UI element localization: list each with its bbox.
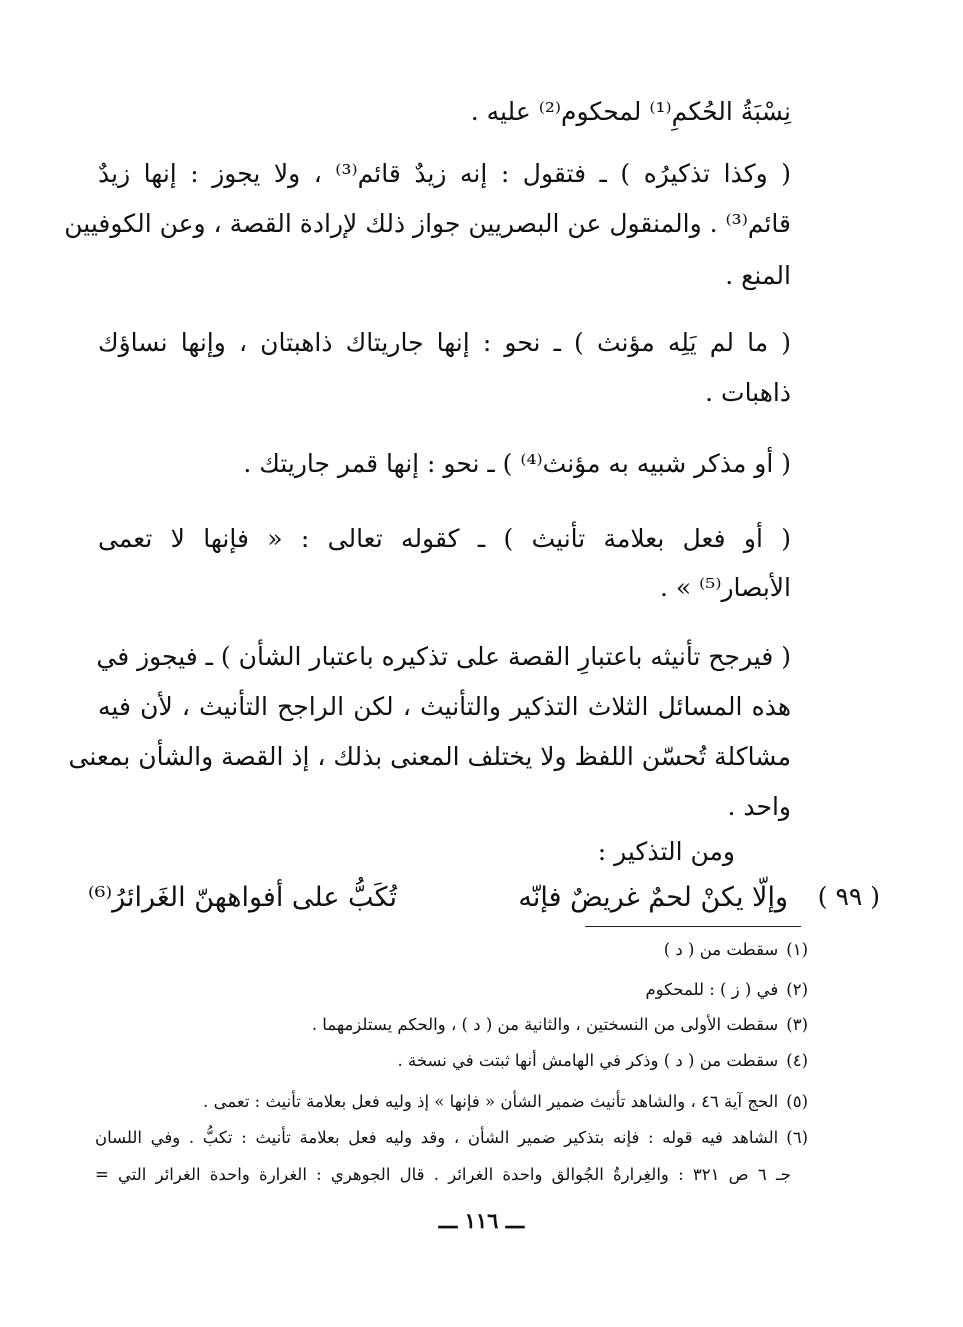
text-line-1: نِسْبَةُ الحُكمِ⁽¹⁾ لمحكوم⁽²⁾ عليه . [470,97,791,126]
footnote-2 [645,978,808,1002]
footnote-1 [664,938,808,962]
footnote-4 [397,1049,808,1073]
text-line-14: ومن التذكير : [597,837,735,866]
footnote-text: سقطت من ( د ) [663,940,779,959]
footnote-3 [312,1013,808,1037]
footnote-number: (٦) [786,1128,808,1147]
footnote-text: الحج آية ٤٦ ، والشاهد تأنيث ضمير الشأن « فإنها » إذ وليه فعل بعلامة تأنيث : تعمى . [203,1092,779,1111]
footnote-text: في ( ز ) : للمحكوم [645,980,779,999]
text-line-8: ( أو فعل بعلامة تأنيث ) ـ كقوله تعالى : « فإنها لا تعمى [98,524,791,553]
footnote-5 [203,1090,808,1114]
footnote-6-continued [95,1163,791,1187]
page-number: ـــ ١١٦ ـــ [438,1208,525,1233]
footnote-text: سقطت من ( د ) وذكر في الهامش أنها ثبتت في نسخة . [397,1051,779,1070]
text-line-13: واحد . [727,792,791,821]
footnote-number: (٢) [786,980,808,999]
footnote-number: (٣) [786,1015,808,1034]
text-line-6: ذاهبات . [705,378,791,407]
footnote-number: (٤) [786,1051,808,1070]
text-line-3: قائم⁽³⁾ . والمنقول عن البصريين جواز ذلك لإرادة القصة ، وعن الكوفيين [64,209,791,238]
verse-hemistich-1: وإلّا يكنْ لحمٌ غريضٌ فإنّه [518,882,788,913]
footnote-6 [95,1126,808,1150]
text-line-4: المنع . [725,261,791,290]
footnote-text: جـ ٦ ص ٣٢١ : والغِرارةُ الجُوالق واحدة الغرائر . قال الجوهري : الغرارة واحدة الغرائر التي = [95,1165,791,1184]
footnote-text: سقطت الأولى من النسختين ، والثانية من ( د ) ، والحكم يستلزمهما . [311,1015,779,1034]
text-line-7: ( أو مذكر شبيه به مؤنث⁽⁴⁾ ) ـ نحو : إنها قمر جاريتك . [243,449,791,478]
verse-hemistich-2: تُكَبُّ على أفواههنّ الغَرائرُ⁽⁶⁾ [88,882,397,913]
footnote-number: (٥) [786,1092,808,1111]
footnote-text: الشاهد فيه قوله : فإنه بتذكير ضمير الشأن ، وقد وليه فعل بعلامة تأنيث : تكبُّ . وفي اللسان [95,1128,779,1147]
text-line-11: هذه المسائل الثلاث التذكير والتأنيث ، لكن الراجح التأنيث ، لأن فيه [98,692,791,721]
footnote-divider [585,926,801,927]
text-line-5: ( ما لم يَلِه مؤنث ) ـ نحو : إنها جاريتاك ذاهبتان ، وإنها نساؤك [98,328,791,357]
verse-number: ( ٩٩ ) [817,882,880,911]
text-line-12: مشاكلة تُحسّن اللفظ ولا يختلف المعنى بذلك ، إذ القصة والشأن بمعنى [68,742,791,771]
text-line-9: الأبصار⁽⁵⁾ » . [660,573,791,602]
text-line-10: ( فيرجح تأنيثه باعتبارِ القصة على تذكيره باعتبار الشأن ) ـ فيجوز في [96,642,791,671]
text-line-2: ( وكذا تذكيرُه ) ـ فتقول : إنه زيدٌ قائم⁽³⁾ ، ولا يجوز : إنها زيدٌ [98,159,791,188]
footnote-number: (١) [786,940,808,959]
